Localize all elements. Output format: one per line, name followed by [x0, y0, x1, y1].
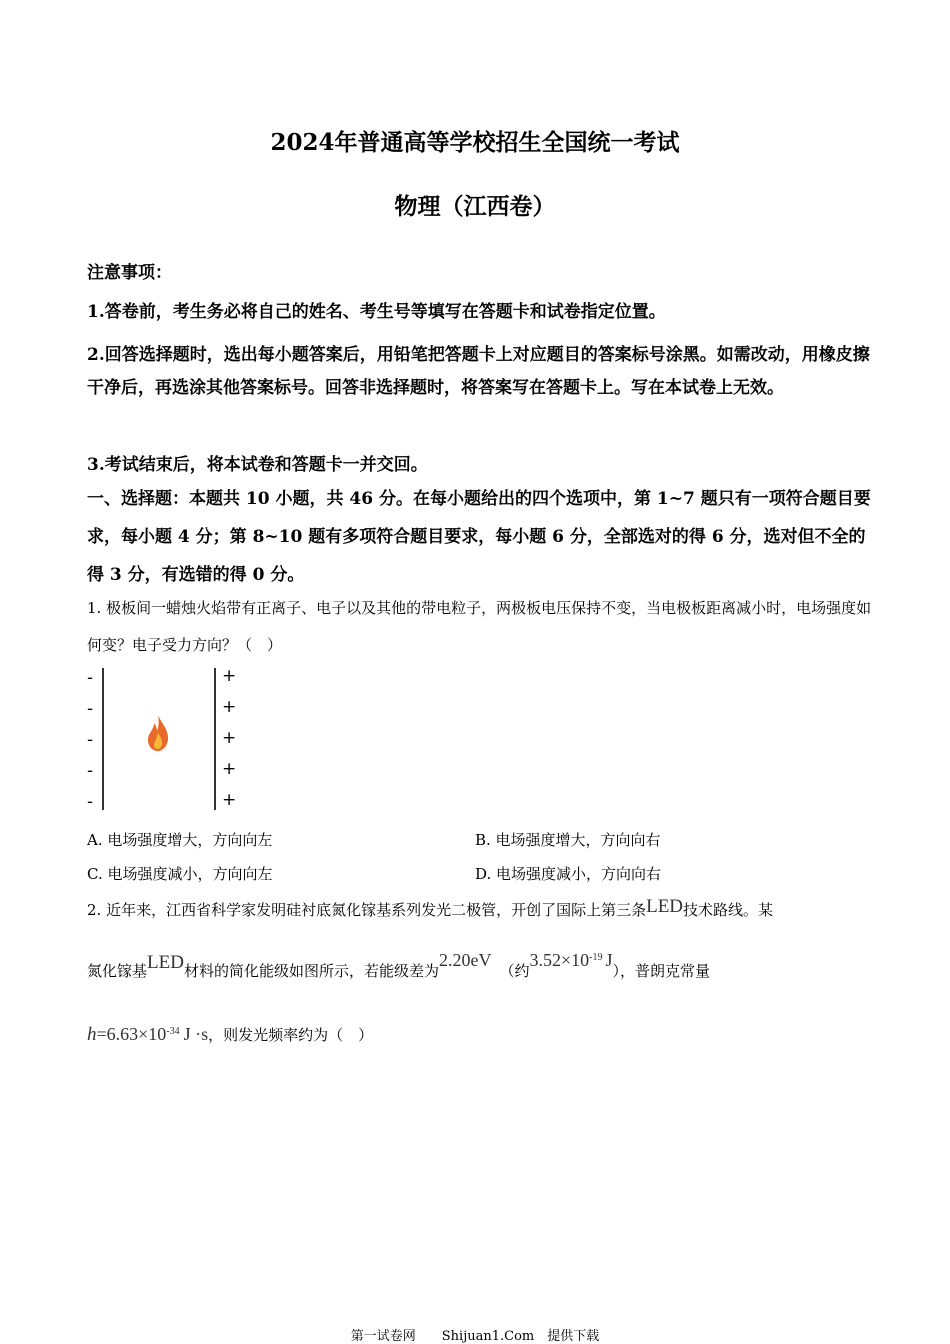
energy-gap: 2.20eV	[438, 950, 492, 970]
planck-symbol: h	[87, 1024, 97, 1045]
notice-item-3: 3.考试结束后，将本试卷和答题卡一并交回。	[87, 455, 428, 475]
option-c: C. 电场强度减小，方向向左	[87, 865, 273, 883]
positive-charge: +	[222, 697, 237, 717]
joule-exponent: -19	[589, 952, 603, 963]
right-plate	[214, 668, 216, 810]
planck-exponent: -34	[166, 1026, 180, 1037]
planck-value: =6.63×10	[96, 1024, 167, 1044]
option-b: B. 电场强度增大，方向向右	[475, 831, 661, 849]
negative-charge: -	[87, 792, 94, 812]
positive-charge: +	[222, 666, 237, 686]
left-plate	[102, 668, 104, 810]
question-2-line-2: 氮化镓基LED材料的简化能级如图所示，若能级差为2.20eV（约$3.52\times 10^{-19}$ J），普朗克常量	[87, 950, 711, 980]
flame-icon	[146, 714, 170, 752]
joule-unit: J	[605, 950, 613, 970]
notice-item-2: 2.回答选择题时，选出每小题答案后，用铅笔把答题卡上对应题目的答案标号涂黑。如需改动，用橡皮擦干净后，再选涂其他答案标号。回答非选择题时，将答案写在答题卡上。写在本试卷上无效。	[87, 345, 870, 398]
question-2-line-3: $h=6.63\times 10^{-34}$ J ·s，则发光频率约为（ ）	[87, 1024, 374, 1045]
footer-source: 第一试卷网 Shijuan1.Com 提供下载	[350, 1329, 600, 1344]
positive-charge: +	[222, 790, 237, 810]
negative-charge: -	[87, 730, 94, 750]
led-term: LED	[147, 952, 184, 973]
option-d: D. 电场强度减小，方向向右	[475, 865, 662, 883]
positive-charge: +	[222, 759, 237, 779]
section-heading: 一、选择题：本题共 10 小题，共 46 分。在每小题给出的四个选项中，第 1~7 题只有一项符合题目要求，每小题 4 分；第 8~10 题有多项符合题目要求，每小题 6 分，全部选对的得 6 分，选对但不全的得 3 分，有选错的得 0 分。	[87, 489, 871, 585]
led-term: LED	[646, 896, 684, 917]
positive-charge: +	[222, 728, 237, 748]
negative-charge: -	[87, 699, 94, 719]
capacitor-diagram	[87, 664, 247, 814]
exam-subtitle: 物理（江西卷）	[394, 193, 556, 220]
joule-mantissa: 3.52×10	[529, 950, 590, 970]
planck-unit: J ·s	[183, 1024, 209, 1044]
negative-charge: -	[87, 668, 94, 688]
exam-title: 2024年普通高等学校招生全国统一考试	[270, 129, 680, 156]
negative-charge: -	[87, 761, 94, 781]
question-1-stem: 1. 极板间一蜡烛火焰带有正离子、电子以及其他的带电粒子，两极板电压保持不变，当电极板距离减小时，电场强度如何变？电子受力方向？（ ）	[87, 599, 872, 654]
question-2-line-1: 2. 近年来，江西省科学家发明硅衬底氮化镓基系列发光二极管，开创了国际上第三条LED技术路线。某	[87, 896, 774, 919]
option-a: A. 电场强度增大，方向向左	[87, 831, 273, 849]
notice-item-1: 1.答卷前，考生务必将自己的姓名、考生号等填写在答题卡和试卷指定位置。	[87, 302, 666, 322]
notice-heading: 注意事项：	[87, 263, 172, 283]
